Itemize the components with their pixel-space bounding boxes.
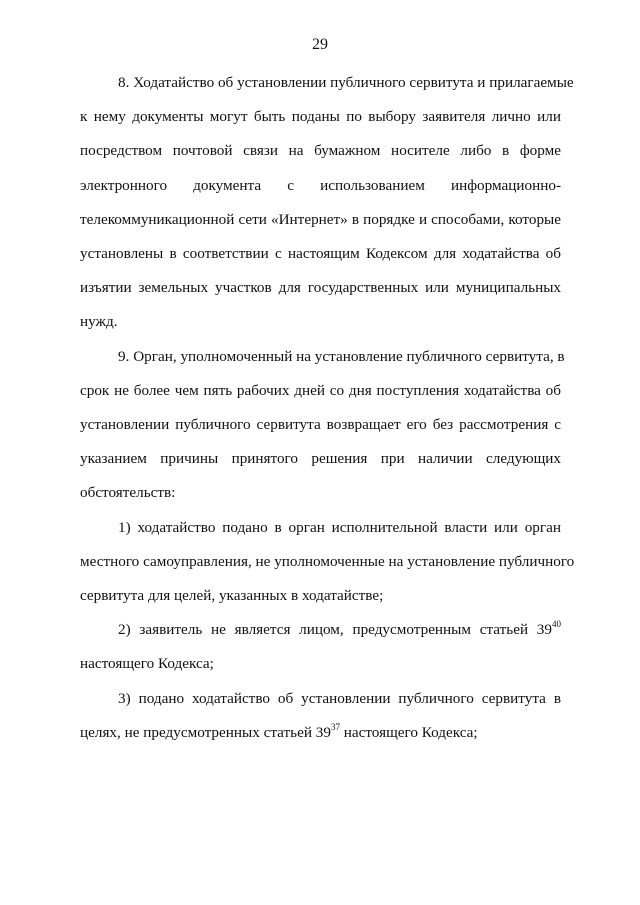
paragraph-8 — [80, 66, 574, 340]
text-line: сервитута для целей, указанных в ходатайстве; — [80, 587, 384, 605]
text-line: обстоятельств: — [80, 484, 176, 502]
text-line: электронного документа с использованием информационно- — [80, 176, 561, 194]
text-line: 8. Ходатайство об установлении публичного сервитута и прилагаемые — [118, 74, 574, 91]
text-line: 9. Орган, уполномоченный на установление публичного сервитута, в — [118, 347, 565, 365]
superscript: 40 — [552, 619, 561, 630]
superscript: 37 — [330, 721, 340, 732]
text-line: нужд. — [80, 313, 118, 331]
list-item-3 — [80, 682, 561, 750]
text-fragment: настоящего Кодекса; — [339, 723, 478, 741]
text-line: посредством почтовой связи на бумажном носителе либо в форме — [80, 142, 561, 160]
text-fragment: 2) заявитель не является лицом, предусмотренным статьей 39 — [118, 621, 552, 639]
text-line: 3) подано ходатайство об установлении публичного сервитута в — [118, 689, 561, 707]
text-line: срок не более чем пять рабочих дней со дня поступления ходатайства об — [80, 381, 561, 399]
page-number: 29 — [312, 36, 328, 53]
text-line: местного самоуправления, не уполномоченные на установление публичного — [80, 552, 575, 570]
paragraph-9 — [80, 340, 565, 511]
text-line: установлены в соответствии с настоящим Кодексом для ходатайства об — [80, 245, 561, 263]
list-item-1 — [80, 511, 575, 614]
text-fragment: целях, не предусмотренных статьей 39 — [80, 723, 331, 741]
text-line: настоящего Кодекса; — [80, 655, 214, 673]
text-line: 1) ходатайство подано в орган исполнительной власти или орган — [118, 518, 561, 536]
document-body — [80, 66, 575, 750]
text-line: телекоммуникационной сети «Интернет» в порядке и способами, которые — [80, 210, 561, 228]
text-line: установлении публичного сервитута возвращает его без рассмотрения с — [80, 416, 561, 434]
list-item-2 — [80, 613, 561, 681]
text-line: изъятии земельных участков для государственных или муниципальных — [80, 279, 561, 297]
text-line — [80, 613, 561, 647]
text-line — [80, 716, 561, 750]
text-line: указанием причины принятого решения при наличии следующих — [80, 450, 561, 468]
text-line: к нему документы могут быть поданы по выбору заявителя лично или — [80, 108, 561, 126]
